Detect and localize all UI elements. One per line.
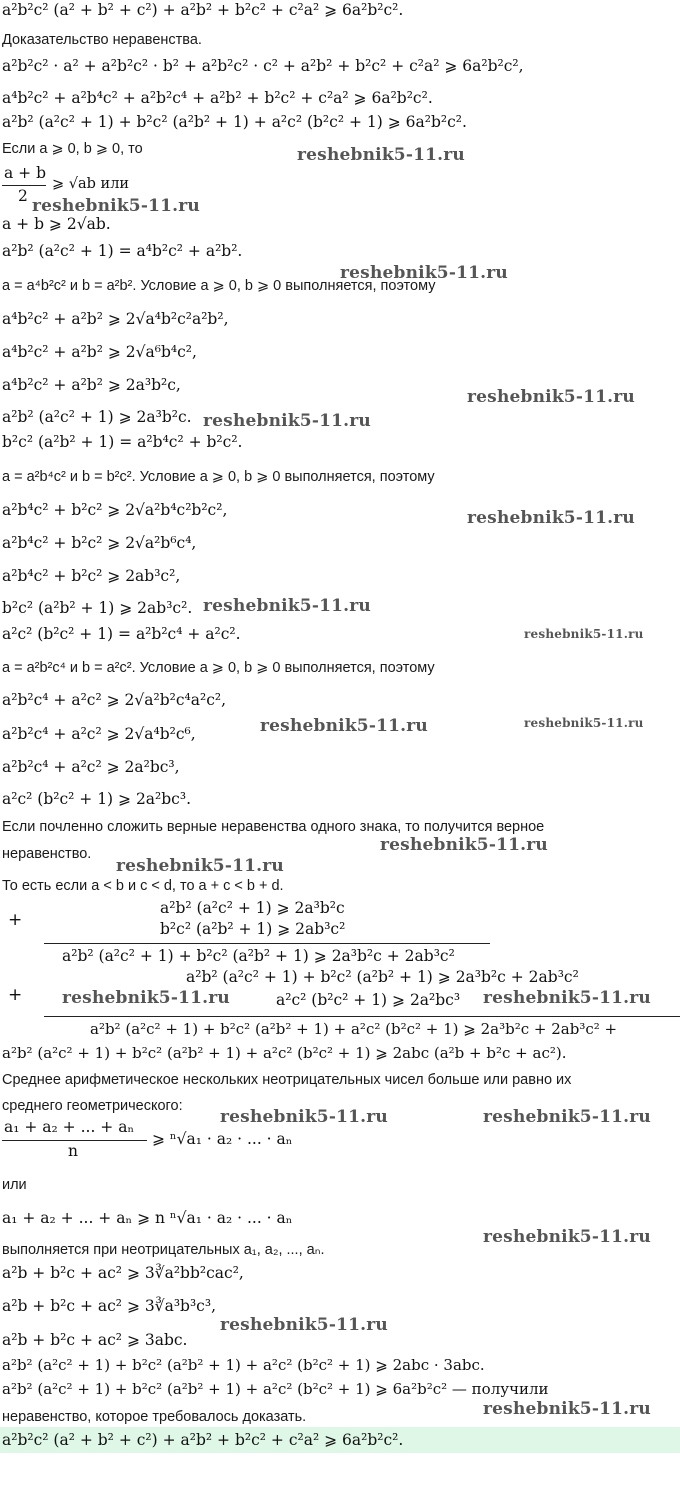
- line-l37: Среднее арифметическое нескольких неотрицательных чисел больше или равно их: [2, 1072, 572, 1088]
- line-l48: неравенство, которое требовалось доказать.: [2, 1409, 307, 1425]
- line-l10: a = a⁴b²c² и b = a²b². Условие a ⩾ 0, b ⩾ 0 выполняется, поэтому: [2, 278, 436, 294]
- line-l44: a²b + b²c + ac² ⩾ 3∛a³b³c³,: [2, 1297, 217, 1315]
- watermark: reshebnik5-11.ru: [483, 1227, 651, 1247]
- line-l31: b²c² (a²b² + 1) ⩾ 2ab³c²: [160, 920, 346, 938]
- watermark: reshebnik5-11.ru: [340, 263, 508, 283]
- line-l17: a²b⁴c² + b²c² ⩾ 2√a²b⁴c²b²c²,: [2, 501, 228, 519]
- line-l25: a²b²c⁴ + a²c² ⩾ 2a²bc³,: [2, 758, 180, 776]
- watermark: reshebnik5-11.ru: [524, 716, 644, 730]
- line-l32: a²b² (a²c² + 1) + b²c² (a²b² + 1) ⩾ 2a³b²c + 2ab³c²: [62, 947, 455, 965]
- watermark: reshebnik5-11.ru: [467, 387, 635, 407]
- watermark: reshebnik5-11.ru: [524, 627, 644, 641]
- line-l06: Если a ⩾ 0, b ⩾ 0, то: [2, 141, 143, 157]
- plus-sign-2: +: [8, 985, 23, 1005]
- line-l27: Если почленно сложить верные неравенства одного знака, то получится верное: [2, 819, 545, 835]
- sum-rule-2: [44, 1016, 680, 1017]
- line-l08: a + b ⩾ 2√ab.: [2, 215, 111, 233]
- line-l34: a²c² (b²c² + 1) ⩾ 2a²bc³: [276, 991, 461, 1009]
- line-l42: выполняется при неотрицательных a₁, a₂, ..., aₙ.: [2, 1242, 325, 1258]
- line-l36: a²b² (a²c² + 1) + b²c² (a²b² + 1) + a²c² (b²c² + 1) ⩾ 2abc (a²b + b²c + ac²).: [2, 1044, 567, 1062]
- line-l33: a²b² (a²c² + 1) + b²c² (a²b² + 1) ⩾ 2a³b²c + 2ab³c²: [186, 968, 579, 986]
- watermark: reshebnik5-11.ru: [467, 508, 635, 528]
- line-l03: a²b²c² · a² + a²b²c² · b² + a²b²c² · c² + a²b² + b²c² + c²a² ⩾ 6a²b²c²,: [2, 57, 524, 75]
- watermark: reshebnik5-11.ru: [483, 1107, 651, 1127]
- watermark: reshebnik5-11.ru: [32, 196, 200, 216]
- line-l15: b²c² (a²b² + 1) = a²b⁴c² + b²c².: [2, 433, 243, 451]
- line-l18: a²b⁴c² + b²c² ⩾ 2√a²b⁶c⁴,: [2, 534, 197, 552]
- watermark: reshebnik5-11.ru: [62, 988, 230, 1008]
- watermark: reshebnik5-11.ru: [380, 835, 548, 855]
- watermark: reshebnik5-11.ru: [220, 1107, 388, 1127]
- line-l19: a²b⁴c² + b²c² ⩾ 2ab³c²,: [2, 567, 181, 585]
- watermark: reshebnik5-11.ru: [483, 988, 651, 1008]
- line-l46: a²b² (a²c² + 1) + b²c² (a²b² + 1) + a²c² (b²c² + 1) ⩾ 2abc · 3abc.: [2, 1356, 485, 1374]
- line-l26: a²c² (b²c² + 1) ⩾ 2a²bc³.: [2, 790, 192, 808]
- fraction-denominator: n: [68, 1142, 78, 1160]
- sum-rule-1: [44, 943, 490, 944]
- line-l45: a²b + b²c + ac² ⩾ 3abc.: [2, 1331, 188, 1349]
- watermark: reshebnik5-11.ru: [116, 856, 284, 876]
- watermark: reshebnik5-11.ru: [203, 596, 371, 616]
- line-l04: a⁴b²c² + a²b⁴c² + a²b²c⁴ + a²b² + b²c² + c²a² ⩾ 6a²b²c².: [2, 89, 433, 107]
- fraction-bar: [2, 1140, 147, 1141]
- fraction-numerator: a₁ + a₂ + ... + aₙ: [4, 1118, 135, 1136]
- fraction-rest: ⩾ √ab или: [52, 176, 130, 192]
- line-l12: a⁴b²c² + a²b² ⩾ 2√a⁶b⁴c²,: [2, 343, 197, 361]
- line-l23: a²b²c⁴ + a²c² ⩾ 2√a²b²c⁴a²c²,: [2, 691, 227, 709]
- line-l02: Доказательство неравенства.: [2, 32, 202, 48]
- line-l49: a²b²c² (a² + b² + c²) + a²b² + b²c² + c²a² ⩾ 6a²b²c².: [2, 1431, 404, 1449]
- line-l22: a = a²b²c⁴ и b = a²c². Условие a ⩾ 0, b ⩾ 0 выполняется, поэтому: [2, 660, 435, 676]
- watermark: reshebnik5-11.ru: [203, 411, 371, 431]
- line-l40: или: [2, 1177, 27, 1193]
- fraction-denominator: 2: [18, 187, 28, 205]
- line-l05: a²b² (a²c² + 1) + b²c² (a²b² + 1) + a²c² (b²c² + 1) ⩾ 6a²b²c².: [2, 113, 467, 131]
- line-l47: a²b² (a²c² + 1) + b²c² (a²b² + 1) + a²c² (b²c² + 1) ⩾ 6a²b²c² — получили: [2, 1380, 549, 1398]
- line-l21: a²c² (b²c² + 1) = a²b²c⁴ + a²c².: [2, 625, 241, 643]
- line-l09: a²b² (a²c² + 1) = a⁴b²c² + a²b².: [2, 242, 243, 260]
- line-l24: a²b²c⁴ + a²c² ⩾ 2√a⁴b²c⁶,: [2, 725, 196, 743]
- line-l30: a²b² (a²c² + 1) ⩾ 2a³b²c: [160, 899, 345, 917]
- line-l29: То есть если a < b и c < d, то a + c < b + d.: [2, 878, 284, 894]
- line-l41: a₁ + a₂ + ... + aₙ ⩾ n ⁿ√a₁ · a₂ · ... · aₙ: [2, 1209, 293, 1227]
- fraction-numerator: a + b: [4, 164, 47, 182]
- watermark: reshebnik5-11.ru: [297, 145, 465, 165]
- watermark: reshebnik5-11.ru: [260, 716, 428, 736]
- line-l35: a²b² (a²c² + 1) + b²c² (a²b² + 1) + a²c² (b²c² + 1) ⩾ 2a³b²c + 2ab³c² +: [90, 1020, 618, 1038]
- fraction-rest: ⩾ ⁿ√a₁ · a₂ · ... · aₙ: [152, 1130, 293, 1148]
- watermark: reshebnik5-11.ru: [483, 1399, 651, 1419]
- line-l14: a²b² (a²c² + 1) ⩾ 2a³b²c.: [2, 408, 192, 426]
- line-l38: среднего геометрического:: [2, 1098, 183, 1114]
- line-l13: a⁴b²c² + a²b² ⩾ 2a³b²c,: [2, 376, 181, 394]
- line-l20: b²c² (a²b² + 1) ⩾ 2ab³c².: [2, 599, 193, 617]
- line-l28: неравенство.: [2, 846, 92, 862]
- fraction-bar: [2, 185, 46, 186]
- plus-sign-1: +: [8, 910, 23, 930]
- line-l11: a⁴b²c² + a²b² ⩾ 2√a⁴b²c²a²b²,: [2, 310, 229, 328]
- watermark: reshebnik5-11.ru: [220, 1315, 388, 1335]
- line-l43: a²b + b²c + ac² ⩾ 3∛a²bb²cac²,: [2, 1264, 244, 1282]
- line-l16: a = a²b⁴c² и b = b²c². Условие a ⩾ 0, b ⩾ 0 выполняется, поэтому: [2, 469, 435, 485]
- line-l01: a²b²c² (a² + b² + c²) + a²b² + b²c² + c²a² ⩾ 6a²b²c².: [2, 1, 404, 19]
